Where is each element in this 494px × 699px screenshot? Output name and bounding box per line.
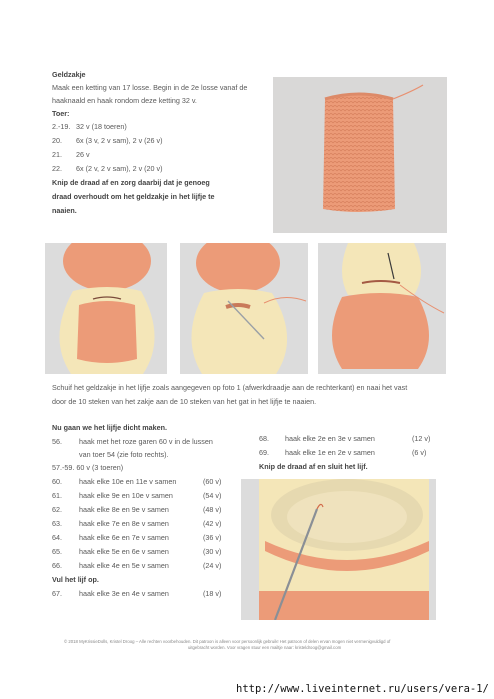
row-text: 6x (3 v, 2 v sam), 2 v (26 v) <box>76 136 163 145</box>
row-number: 67. <box>52 589 62 598</box>
instruction-bold-line-3: naaien. <box>52 206 77 215</box>
row-count: (42 v) <box>203 519 222 528</box>
row-count: (12 v) <box>412 434 431 443</box>
doll-body-step-2 <box>180 243 308 374</box>
row-number: 2.-19. <box>52 122 71 131</box>
intro-line-1: Maak een ketting van 17 losse. Begin in de 2e losse vanaf de <box>52 83 248 92</box>
section-title-geldzakje: Geldzakje <box>52 70 86 79</box>
row-text: haak elke 9e en 10e v samen <box>79 491 173 500</box>
footer-copyright-line-2: uitgebracht worden. Voor vragen stuur een mailtje naar: kristeldroog@gmail.com <box>188 645 342 650</box>
row-text: 6x (2 v, 2 v sam), 2 v (20 v) <box>76 164 163 173</box>
row-count: (6 v) <box>412 448 427 457</box>
row-count: (48 v) <box>203 505 222 514</box>
watermark-url[interactable]: http://www.liveinternet.ru/users/vera-1/ <box>236 683 489 695</box>
money-pouch-illustration <box>273 77 447 233</box>
row-count: (36 v) <box>203 533 222 542</box>
paragraph-line-1: Schuif het geldzakje in het lijfje zoals aangegeven op foto 1 (afwerkdraadje aan de rechterkant) en naai het vast <box>52 383 408 392</box>
row-number: 20. <box>52 136 62 145</box>
row-number: 66. <box>52 561 62 570</box>
row-text: 32 v (18 toeren) <box>76 122 127 131</box>
row-number: 56. <box>52 437 62 446</box>
toer-label: Toer: <box>52 109 70 118</box>
instruction-bold-line-1: Knip de draad af en zorg daarbij dat je genoeg <box>52 178 210 187</box>
row-text: haak elke 2e en 3e v samen <box>285 434 375 443</box>
row-count: (60 v) <box>203 477 222 486</box>
row-number: 62. <box>52 505 62 514</box>
photo-money-pouch <box>273 77 447 233</box>
intro-line-2: haaknaald en haak rondom deze ketting 32 v. <box>52 96 197 105</box>
row-text: haak elke 1e en 2e v samen <box>285 448 375 457</box>
row-text: haak elke 10e en 11e v samen <box>79 477 177 486</box>
doll-body-step-3 <box>318 243 446 374</box>
photo-closing-body <box>241 479 436 620</box>
row-number: 64. <box>52 533 62 542</box>
section-title-lijfje: Nu gaan we het lijfje dicht maken. <box>52 423 168 432</box>
row-count: (30 v) <box>203 547 222 556</box>
row-text: haak elke 8e en 9e v samen <box>79 505 169 514</box>
vul-label: Vul het lijf op. <box>52 575 99 584</box>
row-57-59: 57.-59. 60 v (3 toeren) <box>52 463 124 472</box>
row-text-continued: van toer 54 (zie foto rechts). <box>79 450 169 459</box>
paragraph-line-2: door de 10 steken van het zakje aan de 10 steken van het gat in het lijfje te naaien. <box>52 397 317 406</box>
row-number: 69. <box>259 448 269 457</box>
row-text: haak elke 6e en 7e v samen <box>79 533 169 542</box>
row-text: haak met het roze garen 60 v in de lussen <box>79 437 213 446</box>
row-count: (54 v) <box>203 491 222 500</box>
row-count: (18 v) <box>203 589 222 598</box>
row-number: 21. <box>52 150 62 159</box>
closing-instruction: Knip de draad af en sluit het lijf. <box>259 462 368 471</box>
row-number: 60. <box>52 477 62 486</box>
instruction-bold-line-2: draad overhoudt om het geldzakje in het lijfje te <box>52 192 215 201</box>
row-number: 65. <box>52 547 62 556</box>
row-text: haak elke 3e en 4e v samen <box>79 589 169 598</box>
doll-body-step-1 <box>45 243 167 374</box>
row-text: haak elke 7e en 8e v samen <box>79 519 169 528</box>
row-text: haak elke 5e en 6e v samen <box>79 547 169 556</box>
row-number: 63. <box>52 519 62 528</box>
photo-step-3 <box>318 243 446 374</box>
row-count: (24 v) <box>203 561 222 570</box>
row-text: 26 v <box>76 150 90 159</box>
row-text: haak elke 4e en 5e v samen <box>79 561 169 570</box>
row-number: 68. <box>259 434 269 443</box>
row-number: 22. <box>52 164 62 173</box>
footer-copyright-line-1: © 2018 MyKrissieDolls, Kristel Droog – Alle rechten voorbehouden. Dit patroon is alleen voor persoonlijk gebruik! Het patroon of delen ervan mogen niet vermenigvuldigd of <box>64 639 391 644</box>
open-body-illustration <box>241 479 436 620</box>
photo-step-1 <box>45 243 167 374</box>
row-number: 61. <box>52 491 62 500</box>
photo-step-2 <box>180 243 308 374</box>
